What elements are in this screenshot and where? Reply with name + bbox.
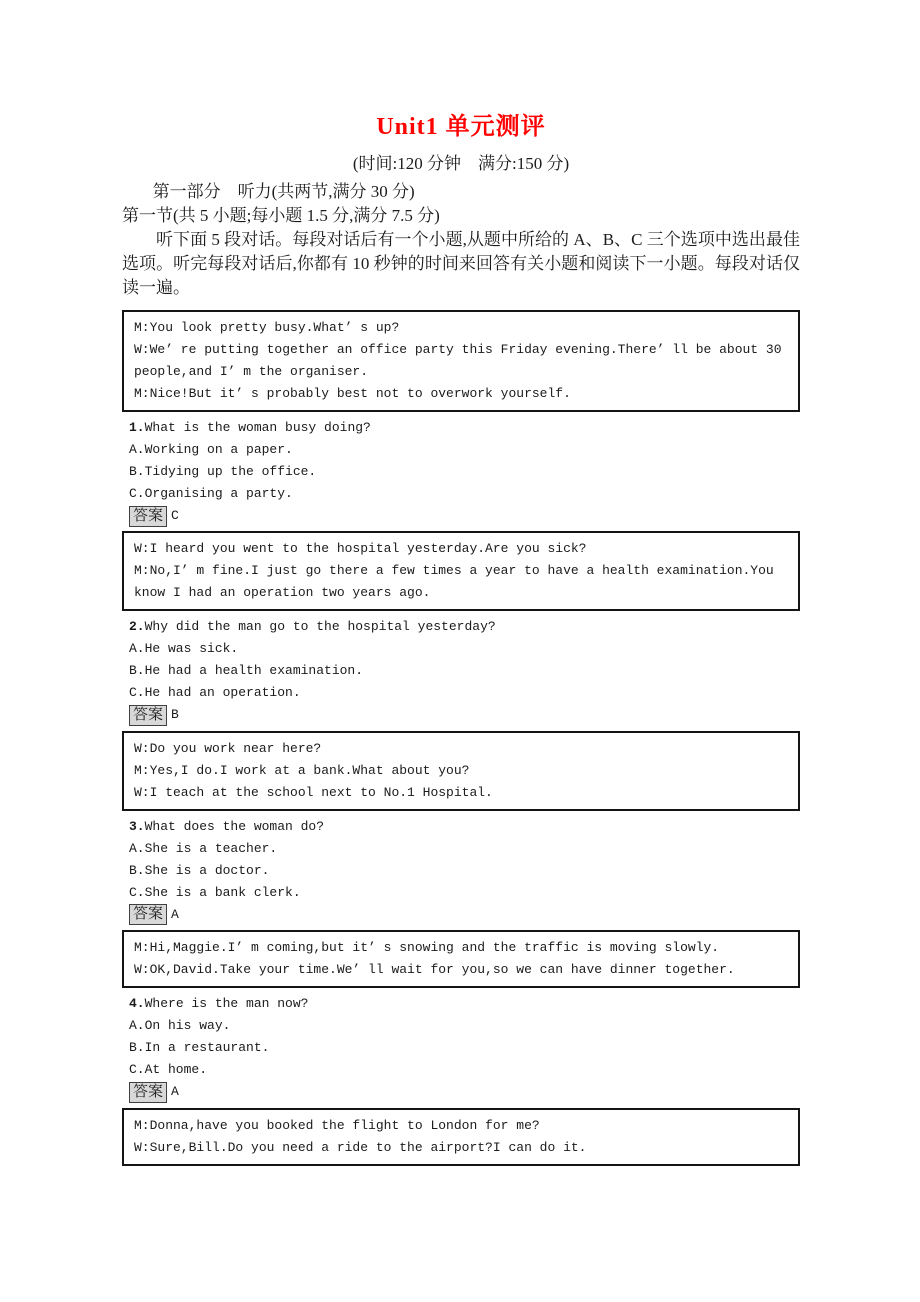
part-one-heading: 第一部分 听力(共两节,满分 30 分) — [152, 182, 415, 201]
question-number: 4. — [129, 996, 145, 1012]
dialogue-line: M:Donna,have you booked the flight to London for me? — [134, 1117, 540, 1133]
dialogue-line: M:Yes,I do.I work at a bank.What about you? — [134, 762, 470, 778]
question-stem: Where is the man now? — [144, 996, 309, 1012]
dialogue-box-4 — [122, 930, 800, 988]
answer-row — [129, 1081, 800, 1103]
question-block-4 — [122, 993, 800, 1103]
answer-badge: 答案 — [129, 1082, 167, 1103]
question-text — [129, 616, 800, 638]
dialogue-box-5 — [122, 1108, 800, 1166]
question-stem: What does the woman do? — [144, 818, 325, 834]
dialogue-line: M:Nice!But it’ s probably best not to overwork yourself. — [134, 386, 571, 401]
answer-badge: 答案 — [129, 506, 167, 527]
option-b: B.He had a health examination. — [129, 663, 364, 679]
answer-badge: 答案 — [129, 904, 167, 925]
question-stem: Why did the man go to the hospital yesterday? — [144, 619, 496, 635]
dialogue-box-3 — [122, 731, 800, 811]
dialogue-line: W:Do you work near here? — [134, 740, 322, 756]
question-stem: What is the woman busy doing? — [144, 420, 371, 435]
option-a: A.He was sick. — [129, 641, 239, 657]
answer-letter: A — [171, 906, 179, 922]
question-number: 1. — [129, 420, 145, 435]
question-number: 2. — [129, 619, 145, 635]
dialogue-line: W:Sure,Bill.Do you need a ride to the airport?I can do it. — [134, 1139, 587, 1155]
dialogue-line: M:Hi,Maggie.I’ m coming,but it’ s snowing and the traffic is moving slowly. — [134, 940, 720, 956]
option-c: C.She is a bank clerk. — [129, 884, 301, 900]
answer-row — [129, 704, 800, 726]
dialogue-line: M:No,I’ m fine.I just go there a few times a year to have a health examination.You know I had an operation two years ago. — [134, 563, 774, 601]
option-b: B.In a restaurant. — [129, 1040, 270, 1056]
dialogue-line: W:I heard you went to the hospital yesterday.Are you sick? — [134, 541, 587, 557]
question-block-1 — [122, 417, 800, 527]
dialogue-box-2 — [122, 531, 800, 611]
answer-row — [129, 904, 800, 926]
dialogue-line: W:We’ re putting together an office party this Friday evening.There’ ll be about 30 people,and I’ m the organiser. — [134, 342, 782, 379]
question-text — [129, 816, 800, 838]
answer-letter: B — [171, 707, 179, 723]
answer-badge: 答案 — [129, 705, 167, 726]
option-b: B.Tidying up the office. — [129, 464, 317, 479]
time-score-subtitle: (时间:120 分钟 满分:150 分) — [352, 154, 570, 173]
question-text — [129, 417, 800, 439]
option-c: C.He had an operation. — [129, 685, 301, 701]
question-block-3 — [122, 816, 800, 926]
section-one-heading: 第一节(共 5 小题;每小题 1.5 分,满分 7.5 分) — [122, 206, 440, 225]
dialogue-box-1 — [122, 310, 800, 412]
answer-row — [129, 505, 800, 527]
option-a: A.She is a teacher. — [129, 840, 278, 856]
answer-letter: A — [171, 1084, 179, 1100]
page-title: Unit1 单元测评 — [376, 114, 546, 140]
dialogue-line: M:You look pretty busy.What’ s up? — [134, 320, 400, 335]
listening-instructions: 听下面 5 段对话。每段对话后有一个小题,从题中所给的 A、B、C 三个选项中选出最佳选项。听完每段对话后,你都有 10 秒钟的时间来回答有关小题和阅读下一小题。每段对话仅读一遍。 — [122, 230, 800, 297]
question-text — [129, 993, 800, 1015]
question-block-2 — [122, 616, 800, 726]
question-number: 3. — [129, 818, 145, 834]
option-c: C.At home. — [129, 1062, 208, 1078]
option-a: A.On his way. — [129, 1018, 231, 1034]
dialogue-line: W:I teach at the school next to No.1 Hospital. — [134, 784, 493, 800]
answer-letter: C — [171, 508, 179, 523]
option-c: C.Organising a party. — [129, 486, 293, 501]
option-a: A.Working on a paper. — [129, 442, 293, 457]
option-b: B.She is a doctor. — [129, 862, 270, 878]
dialogue-line: W:OK,David.Take your time.We’ ll wait for you,so we can have dinner together. — [134, 962, 735, 978]
